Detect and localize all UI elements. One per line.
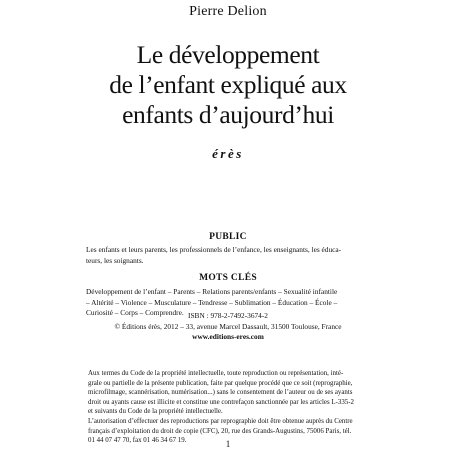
- imprint-block: [0, 311, 456, 343]
- legal-line: grale ou partielle de la présente publication, faite par quelque procédé que ce soit (reprographie,: [88, 379, 353, 387]
- public-line: teurs, les soignants.: [86, 255, 144, 265]
- legal-line: Aux termes du Code de la propriété intellectuelle, toute reproduction ou représentation, inté-: [88, 370, 344, 377]
- legal-line: L’autorisation d’effectuer des reproductions par reprographie doit être obtenue auprès du Centre: [88, 417, 353, 425]
- legal-line: droit ou ayants cause est illicite et constitue une contrefaçon sanctionnée par les articles L-335-2: [88, 398, 354, 406]
- legal-line: 01 44 07 47 70, fax 01 46 34 67 19.: [88, 437, 187, 445]
- copyright: © Éditions érès, 2012 – 33, avenue Marcel Dassault, 31500 Toulouse, France: [114, 321, 342, 331]
- keywords-line: – Altérité – Violence – Musculature – Tendresse – Sublimation – Éducation – École –: [86, 297, 338, 307]
- title-line: de l’enfant expliqué aux: [109, 70, 347, 99]
- public-text: [86, 245, 372, 266]
- isbn: ISBN : 978-2-7492-3674-2: [188, 311, 268, 320]
- title-line: Le développement: [136, 40, 320, 69]
- book-title: [20, 40, 436, 130]
- keywords-line: Curiosité – Corps – Comprendre.: [86, 308, 184, 317]
- legal-line: et suivants du Code de la propriété intellectuelle.: [88, 408, 223, 416]
- legal-line: français d’exploitation du droit de copie (CFC), 20, rue des Grands-Augustins, 75006 Paris, tél.: [88, 427, 352, 435]
- title-line: enfants d’aujourd’hui: [122, 100, 334, 129]
- page-number: 1: [225, 439, 231, 449]
- legal-line: microfilmage, scannérisation, numérisation...) sans le consentement de l’auteur ou de ses ayants: [88, 389, 353, 397]
- keywords-line: Développement de l’enfant – Parents – Relations parents/enfants – Sexualité infantile: [86, 287, 338, 296]
- public-line: Les enfants et leurs parents, les professionnels de l’enfance, les enseignants, les éduca-: [86, 245, 342, 254]
- author-name: Pierre Delion: [189, 4, 267, 19]
- legal-notice: [88, 369, 370, 446]
- website-link[interactable]: www.editions-eres.com: [192, 332, 264, 341]
- keywords-heading: MOTS CLÉS: [199, 273, 257, 283]
- public-heading: PUBLIC: [209, 232, 247, 242]
- publisher-logo: érès: [212, 146, 244, 161]
